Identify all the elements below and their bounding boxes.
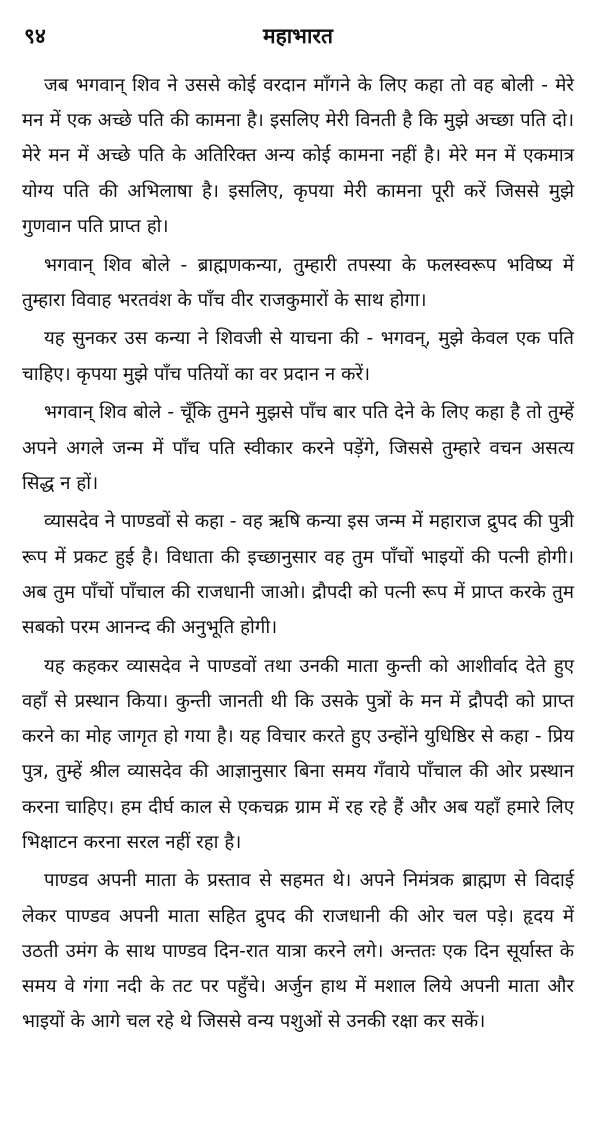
paragraph-6: यह कहकर व्यासदेव ने पाण्डवों तथा उनकी माता कुन्ती को आशीर्वाद देते हुए वहाँ से प्रस्थान किया। कुन्ती जानती थी कि उसके पुत्रों के मन में द्रौपदी को प्राप्त करने का मोह जागृत हो गया है। यह विचार करते हुए उन्होंने युधिष्ठिर से कहा - प्रिय पुत्र, तुम्हें श्रील व्यासदेव की आज्ञानुसार बिना समय गँवाये पाँचाल की ओर प्रस्थान करना चाहिए। हम दीर्घ काल से एकचक्र ग्राम में रह रहे हैं और अब यहाँ हमारे लिए भिक्षाटन करना सरल नहीं रहा है। [22, 655, 574, 853]
page-header [22, 18, 574, 52]
body-text [22, 68, 574, 1039]
running-title: महाभारत [263, 24, 333, 48]
paragraph-1: जब भगवान् शिव ने उससे कोई वरदान माँगने के लिए कहा तो वह बोली - मेरे मन में एक अच्छे पति की कामना है। इसलिए मेरी विनती है कि मुझे अच्छा पति दो। मेरे मन में अच्छे पति के अतिरिक्त अन्य कोई कामना नहीं है। मेरे मन में एकमात्र योग्य पति की अभिलाषा है। इसलिए, कृपया मेरी कामना पूरी करें जिससे मुझे गुणवान पति प्राप्त हो। [22, 75, 574, 237]
paragraph-3: यह सुनकर उस कन्या ने शिवजी से याचना की - भगवन्, मुझे केवल एक पति चाहिए। कृपया मुझे पाँच पतियों का वर प्रदान न करें। [22, 328, 574, 385]
page-number: ९४ [24, 24, 46, 48]
paragraph-7: पाण्डव अपनी माता के प्रस्ताव से सहमत थे। अपने निमंत्रक ब्राह्मण से विदाई लेकर पाण्डव अपनी माता सहित द्रुपद की राजधानी की ओर चल पड़े। हृदय में उठती उमंग के साथ पाण्डव दिन-रात यात्रा करने लगे। अन्ततः एक दिन सूर्यास्त के समय वे गंगा नदी के तट पर पहुँचे। अर्जुन हाथ में मशाल लिये अपनी माता और भाइयों के आगे चल रहे थे जिससे वन्य पशुओं से उनकी रक्षा कर सकें। [22, 870, 574, 1033]
paragraph-4: भगवान् शिव बोले - चूँकि तुमने मुझसे पाँच बार पति देने के लिए कहा है तो तुम्हें अपने अगले जन्म में पाँच पति स्वीकार करने पड़ेंगे, जिससे तुम्हारे वचन असत्य सिद्ध न हों। [22, 402, 574, 494]
paragraph-5: व्यासदेव ने पाण्डवों से कहा - वह ऋषि कन्या इस जन्म में महाराज द्रुपद की पुत्री रूप में प्रकट हुई है। विधाता की इच्छानुसार वह तुम पाँचों भाइयों की पत्नी होगी। अब तुम पाँचों पाँचाल की राजधानी जाओ। द्रौपदी को पत्नी रूप में प्राप्त करके तुम सबको परम आनन्द की अनुभूति होगी। [22, 511, 574, 639]
paragraph-2: भगवान् शिव बोले - ब्राह्मणकन्या, तुम्हारी तपस्या के फलस्वरूप भविष्य में तुम्हारा विवाह भरतवंश के पाँच वीर राजकुमारों के साथ होगा। [22, 254, 574, 311]
